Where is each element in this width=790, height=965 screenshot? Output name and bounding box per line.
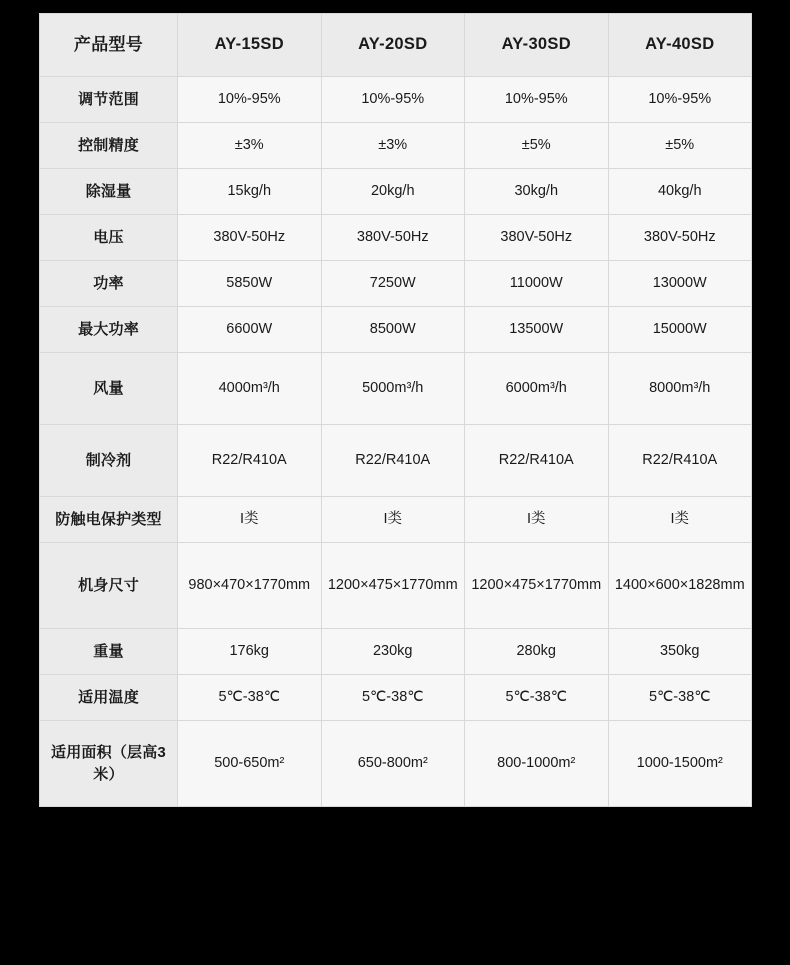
table-row: [40, 497, 752, 543]
row-label: 控制精度: [40, 123, 178, 169]
table-cell: 380V-50Hz: [465, 215, 609, 261]
row-label: 机身尺寸: [40, 543, 178, 629]
table-row: [40, 215, 752, 261]
table-cell: 10%-95%: [465, 77, 609, 123]
table-cell: 13500W: [465, 307, 609, 353]
table-cell: 980×470×1770mm: [178, 543, 322, 629]
table-row: [40, 261, 752, 307]
table-cell: 380V-50Hz: [178, 215, 322, 261]
table-row: [40, 307, 752, 353]
row-label: 防触电保护类型: [40, 497, 178, 543]
table-cell: 500-650m²: [178, 721, 322, 807]
table-header-row: [40, 14, 752, 77]
table-row: [40, 77, 752, 123]
table-cell: 800-1000m²: [465, 721, 609, 807]
table-cell: 380V-50Hz: [321, 215, 465, 261]
table-row: [40, 425, 752, 497]
row-label: 适用温度: [40, 675, 178, 721]
row-label: 制冷剂: [40, 425, 178, 497]
table-cell: 8500W: [321, 307, 465, 353]
table-cell: ±3%: [178, 123, 322, 169]
header-cell-model-4: AY-40SD: [608, 14, 752, 77]
table-cell: 1200×475×1770mm: [465, 543, 609, 629]
table-row: [40, 629, 752, 675]
table-cell: 20kg/h: [321, 169, 465, 215]
table-row: [40, 353, 752, 425]
table-cell: 15000W: [608, 307, 752, 353]
header-cell-product-model: 产品型号: [40, 14, 178, 77]
table-cell: 4000m³/h: [178, 353, 322, 425]
table-cell: 176kg: [178, 629, 322, 675]
table-body: [40, 77, 752, 807]
table-cell: 10%-95%: [608, 77, 752, 123]
table-row: [40, 675, 752, 721]
table-cell: 5℃-38℃: [608, 675, 752, 721]
table-row: [40, 123, 752, 169]
row-label: 最大功率: [40, 307, 178, 353]
table-row: [40, 543, 752, 629]
table-cell: 30kg/h: [465, 169, 609, 215]
header-cell-model-2: AY-20SD: [321, 14, 465, 77]
table-cell: 11000W: [465, 261, 609, 307]
table-cell: 6000m³/h: [465, 353, 609, 425]
row-label: 风量: [40, 353, 178, 425]
table-row: [40, 169, 752, 215]
table-cell: R22/R410A: [321, 425, 465, 497]
table-cell: I类: [178, 497, 322, 543]
table-cell: ±5%: [465, 123, 609, 169]
table-cell: 8000m³/h: [608, 353, 752, 425]
row-label: 除湿量: [40, 169, 178, 215]
table-cell: 1200×475×1770mm: [321, 543, 465, 629]
table-head: [40, 14, 752, 77]
table-cell: 5℃-38℃: [178, 675, 322, 721]
table-cell: R22/R410A: [608, 425, 752, 497]
row-label: 适用面积（层高3米）: [40, 721, 178, 807]
table-cell: I类: [465, 497, 609, 543]
table-cell: I类: [321, 497, 465, 543]
table-cell: 230kg: [321, 629, 465, 675]
table-cell: 6600W: [178, 307, 322, 353]
table-cell: 1400×600×1828mm: [608, 543, 752, 629]
table-cell: 5℃-38℃: [465, 675, 609, 721]
table-cell: 380V-50Hz: [608, 215, 752, 261]
table-cell: ±3%: [321, 123, 465, 169]
table-cell: 7250W: [321, 261, 465, 307]
table-cell: ±5%: [608, 123, 752, 169]
table-cell: I类: [608, 497, 752, 543]
table-cell: 10%-95%: [321, 77, 465, 123]
row-label: 功率: [40, 261, 178, 307]
table-cell: 40kg/h: [608, 169, 752, 215]
table-cell: 280kg: [465, 629, 609, 675]
row-label: 重量: [40, 629, 178, 675]
row-label: 调节范围: [40, 77, 178, 123]
table-cell: R22/R410A: [178, 425, 322, 497]
table-cell: 13000W: [608, 261, 752, 307]
row-label: 电压: [40, 215, 178, 261]
table-cell: 650-800m²: [321, 721, 465, 807]
table-cell: 10%-95%: [178, 77, 322, 123]
table-cell: 5℃-38℃: [321, 675, 465, 721]
table-cell: R22/R410A: [465, 425, 609, 497]
product-spec-table: [39, 13, 752, 807]
header-cell-model-3: AY-30SD: [465, 14, 609, 77]
product-spec-table-container: [39, 13, 751, 807]
header-cell-model-1: AY-15SD: [178, 14, 322, 77]
table-cell: 5000m³/h: [321, 353, 465, 425]
table-cell: 15kg/h: [178, 169, 322, 215]
table-cell: 5850W: [178, 261, 322, 307]
table-cell: 350kg: [608, 629, 752, 675]
table-cell: 1000-1500m²: [608, 721, 752, 807]
table-row: [40, 721, 752, 807]
